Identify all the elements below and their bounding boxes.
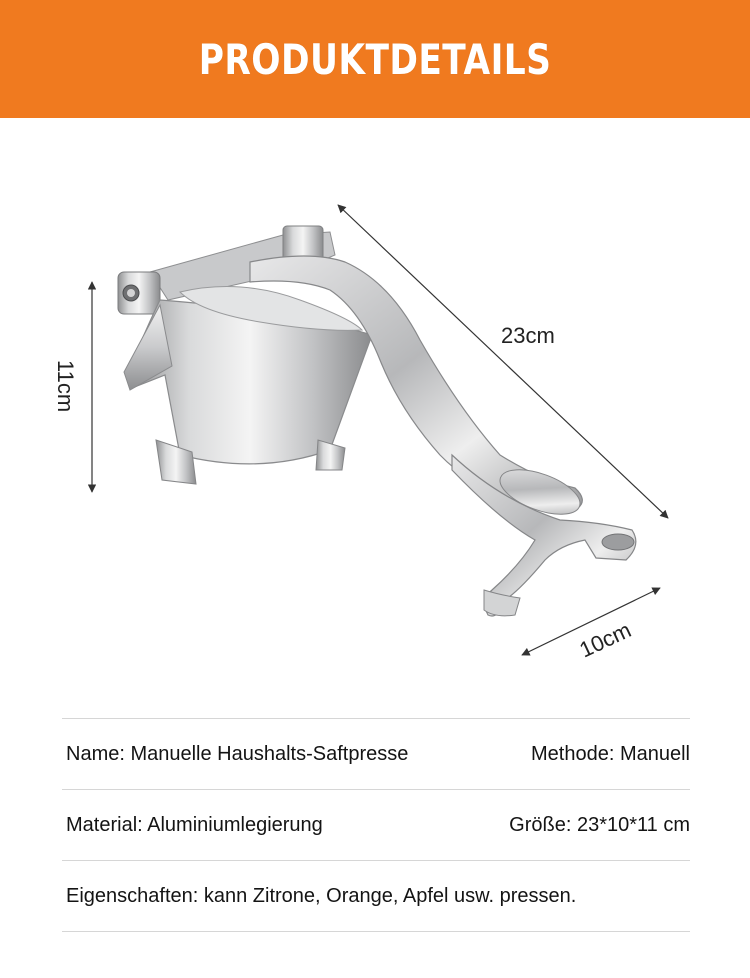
width-label: 10cm xyxy=(575,617,635,663)
height-label: 11cm xyxy=(53,360,78,413)
spec-features: Eigenschaften: kann Zitrone, Orange, Apfel usw. pressen. xyxy=(66,884,577,907)
spec-method: Methode: Manuell xyxy=(531,742,690,765)
page-title: PRODUKTDETAILS xyxy=(198,34,552,84)
juicer-icon xyxy=(118,226,636,616)
spec-row-name-method xyxy=(62,718,690,789)
spec-material: Material: Aluminiumlegierung xyxy=(66,813,323,836)
spec-size: Größe: 23*10*11 cm xyxy=(509,813,690,836)
spec-table xyxy=(62,718,690,932)
spec-name: Name: Manuelle Haushalts-Saftpresse xyxy=(66,742,409,765)
header-banner xyxy=(0,0,750,118)
length-label: 23cm xyxy=(501,323,555,348)
product-image xyxy=(0,118,750,718)
spec-row-material-size xyxy=(62,789,690,860)
spec-row-features xyxy=(62,860,690,932)
